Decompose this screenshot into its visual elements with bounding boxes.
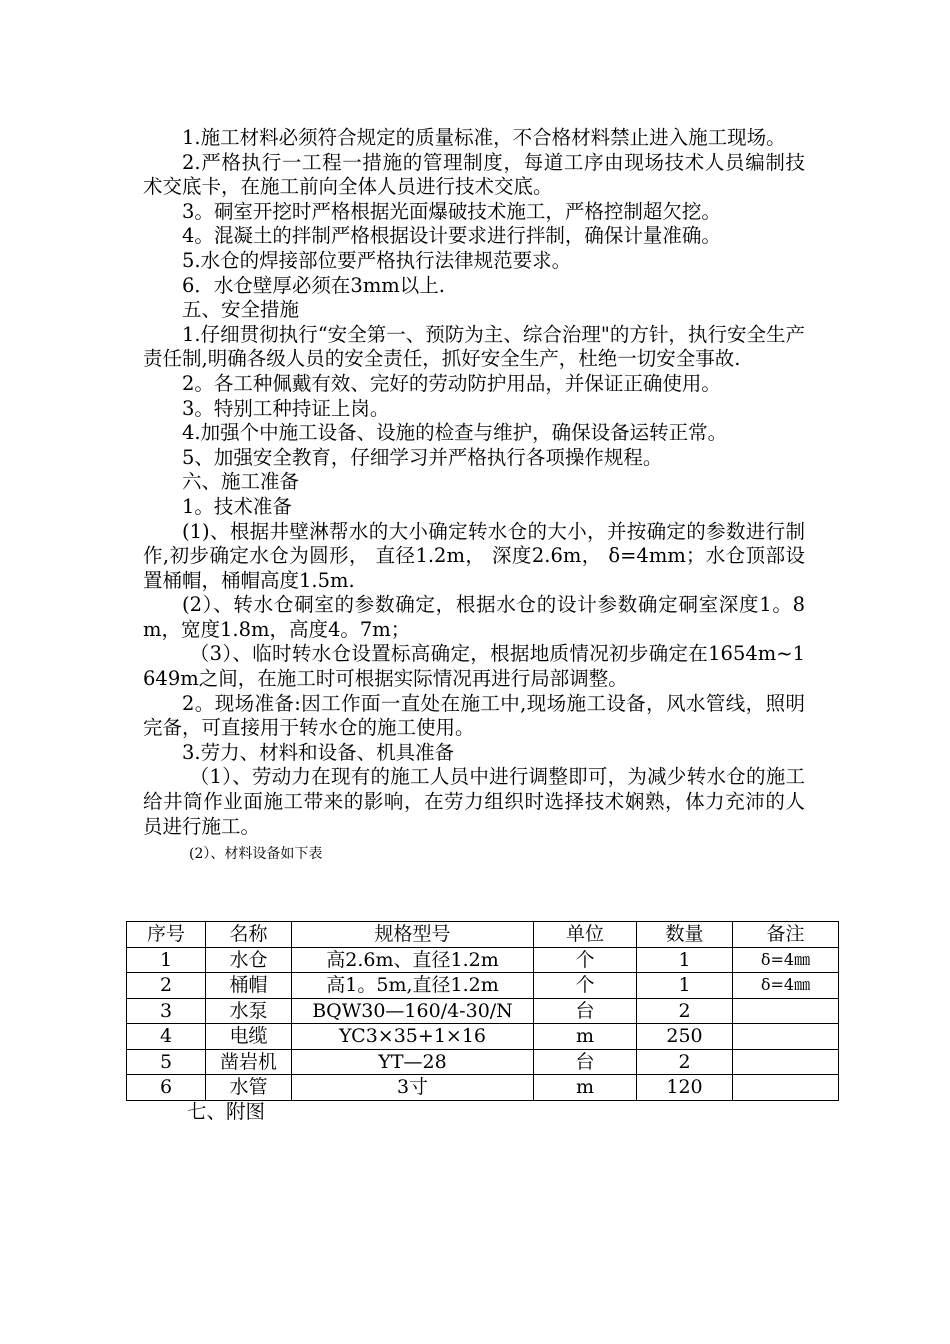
- table-row: [127, 998, 839, 1024]
- header-index: 序号: [127, 922, 206, 948]
- quality-item-6: 6．水仓壁厚必须在3mm以上.: [182, 273, 445, 297]
- cell-name: 桶帽: [206, 973, 292, 999]
- tech-prep-item-3: （3）、临时转水仓设置标高确定，根据地质情况初步确定在1654m~1649m之间，在施工时可根据实际情况再进行局部调整。: [143, 642, 805, 691]
- table-header-row: [127, 922, 839, 948]
- labor-prep-heading: 3.劳力、材料和设备、机具准备: [182, 740, 455, 764]
- header-note: 备注: [733, 922, 839, 948]
- cell-quantity: 1: [637, 947, 733, 973]
- cell-unit: 台: [534, 998, 637, 1024]
- site-prep: 2。现场准备:因工作面一直处在施工中,现场施工设备，风水管线，照明完备，可直接用于转水仓的施工使用。: [143, 691, 805, 740]
- cell-unit: 个: [534, 947, 637, 973]
- cell-note: δ=4㎜: [733, 973, 839, 999]
- tech-prep-item-2: (2）、转水仓硐室的参数确定，根据水仓的设计参数确定硐室深度1。8m，宽度1.8m，高度4。7m；: [143, 593, 805, 641]
- header-unit: 单位: [534, 922, 637, 948]
- tech-prep-heading: 1。技术准备: [182, 494, 292, 518]
- table-row: [127, 1024, 839, 1050]
- header-spec: 规格型号: [292, 922, 534, 948]
- tech-prep-item-1: (1)、根据井壁淋帮水的大小确定转水仓的大小，并按确定的参数进行制作,初步确定水仓为圆形， 直径1.2m， 深度2.6m， δ=4mm；水仓顶部设置桶帽，桶帽高度1.5m.: [143, 519, 805, 592]
- cell-quantity: 250: [637, 1024, 733, 1050]
- table-row: [127, 1075, 839, 1101]
- section-heading-safety: 五、安全措施: [182, 298, 300, 322]
- cell-note: [733, 1075, 839, 1101]
- table-row: [127, 947, 839, 973]
- cell-index: 6: [127, 1075, 206, 1101]
- safety-item-2: 2。各工种佩戴有效、完好的劳动防护用品，并保证正确使用。: [182, 371, 721, 395]
- cell-name: 电缆: [206, 1024, 292, 1050]
- materials-table: [126, 921, 839, 1101]
- quality-item-2: 2.严格执行一工程一措施的管理制度，每道工序由现场技术人员编制技术交底卡，在施工前向全体人员进行技术交底。: [143, 150, 805, 199]
- table-row: [127, 1049, 839, 1075]
- cell-unit: m: [534, 1075, 637, 1101]
- quality-item-5: 5.水仓的焊接部位要严格执行法律规范要求。: [182, 248, 572, 272]
- cell-quantity: 2: [637, 998, 733, 1024]
- table-row: [127, 973, 839, 999]
- cell-note: [733, 1049, 839, 1075]
- cell-name: 水管: [206, 1075, 292, 1101]
- cell-note: δ=4㎜: [733, 947, 839, 973]
- section-heading-attachments: 七、附图: [187, 1100, 266, 1123]
- cell-note: [733, 1024, 839, 1050]
- quality-item-1: 1.施工材料必须符合规定的质量标准，不合格材料禁止进入施工现场。: [182, 126, 786, 149]
- cell-index: 2: [127, 973, 206, 999]
- cell-spec: BQW30—160/4-30/N: [292, 998, 534, 1024]
- cell-quantity: 120: [637, 1075, 733, 1101]
- cell-index: 4: [127, 1024, 206, 1050]
- quality-item-3: 3。硐室开挖时严格根据光面爆破技术施工，严格控制超欠挖。: [182, 199, 721, 223]
- quality-item-4: 4。混凝土的拌制严格根据设计要求进行拌制，确保计量准确。: [182, 224, 721, 248]
- document-body: [143, 126, 805, 867]
- cell-spec: YC3×35+1×16: [292, 1024, 534, 1050]
- cell-quantity: 1: [637, 973, 733, 999]
- cell-index: 5: [127, 1049, 206, 1075]
- safety-item-1: 1.仔细贯彻执行“安全第一、预防为主、综合治理"的方针，执行安全生产责任制,明确各级人员的安全责任，抓好安全生产，杜绝一切安全事故.: [143, 322, 805, 371]
- cell-name: 凿岩机: [206, 1049, 292, 1075]
- header-quantity: 数量: [637, 922, 733, 948]
- table-caption: (2）、材料设备如下表: [189, 846, 323, 863]
- cell-spec: 3寸: [292, 1075, 534, 1101]
- safety-item-3: 3。特别工种持证上岗。: [182, 396, 390, 420]
- cell-spec: 高1。5m,直径1.2m: [292, 973, 534, 999]
- cell-index: 1: [127, 947, 206, 973]
- cell-index: 3: [127, 998, 206, 1024]
- cell-unit: m: [534, 1024, 637, 1050]
- cell-name: 水泵: [206, 998, 292, 1024]
- cell-unit: 台: [534, 1049, 637, 1075]
- cell-spec: YT—28: [292, 1049, 534, 1075]
- cell-unit: 个: [534, 973, 637, 999]
- cell-name: 水仓: [206, 947, 292, 973]
- cell-quantity: 2: [637, 1049, 733, 1075]
- safety-item-5: 5、加强安全教育，仔细学习并严格执行各项操作规程。: [182, 445, 663, 469]
- header-name: 名称: [206, 922, 292, 948]
- cell-spec: 高2.6m、直径1.2m: [292, 947, 534, 973]
- labor-prep-item-1: （1）、劳动力在现有的施工人员中进行调整即可，为减少转水仓的施工给井筒作业面施工带来的影响，在劳力组织时选择技术娴熟，体力充沛的人员进行施工。: [143, 765, 805, 838]
- safety-item-4: 4.加强个中施工设备、设施的检查与维护，确保设备运转正常。: [182, 421, 728, 445]
- cell-note: [733, 998, 839, 1024]
- section-heading-preparation: 六、施工准备: [182, 470, 300, 494]
